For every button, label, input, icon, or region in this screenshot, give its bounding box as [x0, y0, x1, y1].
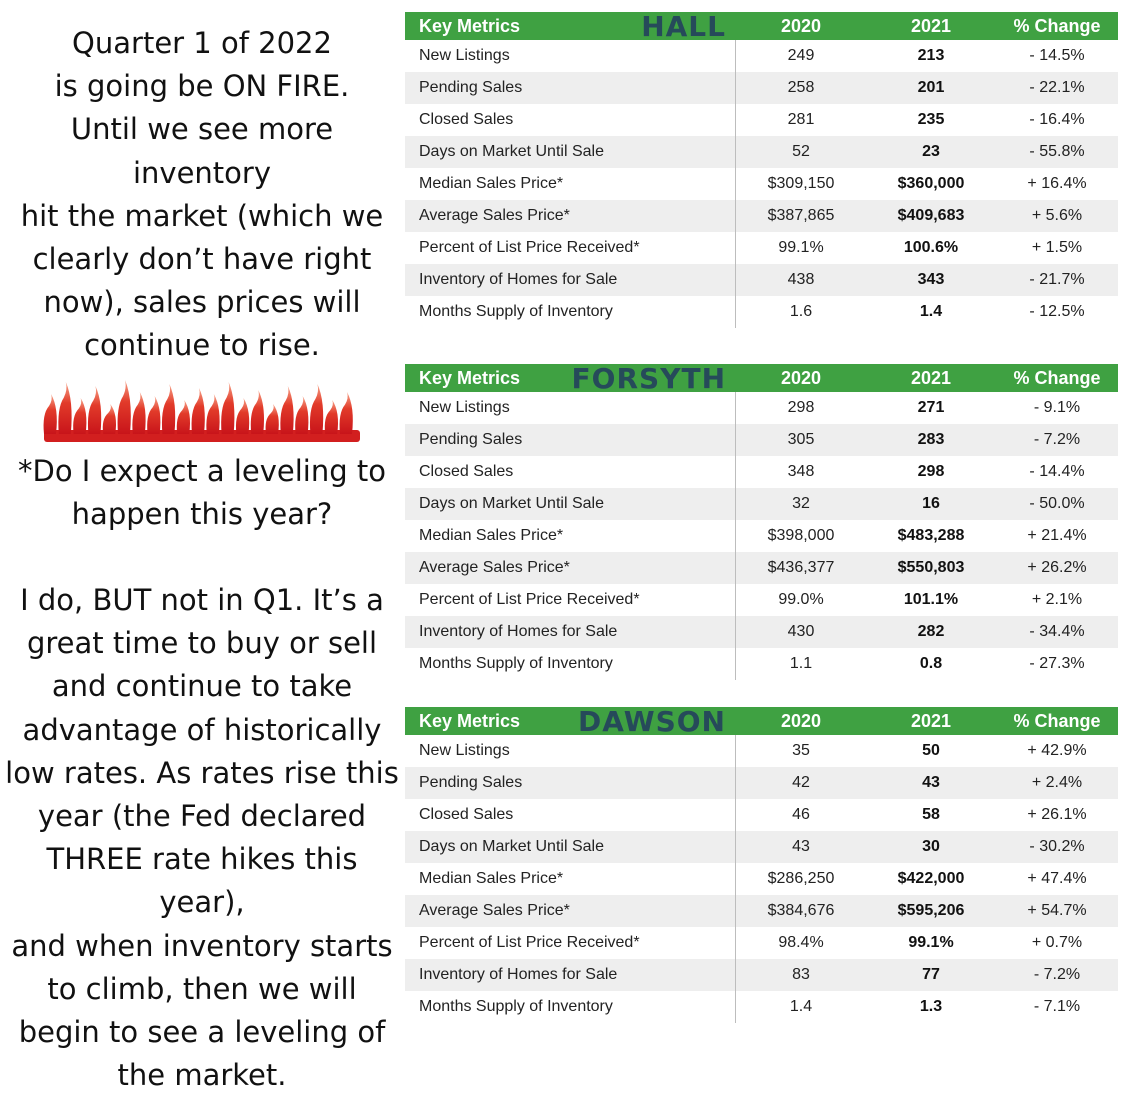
value-2021: 271 — [917, 399, 945, 416]
value-2021: 101.1% — [903, 591, 959, 608]
table-header — [405, 361, 1118, 395]
value-2020: $286,250 — [767, 870, 835, 887]
dawson-metrics-table — [405, 704, 1118, 1023]
metric-name: New Listings — [405, 392, 736, 424]
percent-change: + 26.2% — [1027, 559, 1087, 576]
value-2021: 283 — [917, 431, 945, 448]
table-row — [405, 927, 1118, 959]
flame-shape — [221, 382, 234, 434]
value-2021: 213 — [917, 47, 945, 64]
commentary-line: continue to rise. — [84, 328, 320, 363]
commentary-line: year (the Fed declared — [37, 799, 367, 834]
commentary-paragraph-2 — [0, 450, 404, 536]
hall-metrics-table — [405, 9, 1118, 328]
percent-change: + 21.4% — [1027, 527, 1087, 544]
metric-name: Median Sales Price* — [405, 520, 736, 552]
value-2020: 1.4 — [789, 998, 813, 1015]
value-2020: 43 — [792, 838, 810, 855]
value-2020: $309,150 — [767, 175, 835, 192]
value-2021: 201 — [917, 79, 945, 96]
table-row — [405, 264, 1118, 296]
percent-change: + 2.1% — [1031, 591, 1083, 608]
forsyth-metrics-table — [405, 361, 1118, 680]
percent-change: - 16.4% — [1029, 111, 1085, 128]
value-2021: 58 — [922, 806, 940, 823]
percent-change: - 12.5% — [1029, 303, 1085, 320]
header-2021: 2021 — [910, 367, 952, 388]
percent-change: - 22.1% — [1029, 79, 1085, 96]
header-label: Key Metrics — [419, 710, 521, 731]
value-2020: 52 — [792, 143, 810, 160]
metric-name: Percent of List Price Received* — [405, 232, 736, 264]
commentary-paragraph-3 — [0, 579, 404, 1097]
table-row — [405, 735, 1118, 767]
flame-shape — [266, 404, 279, 434]
commentary-line: *Do I expect a leveling to — [18, 453, 386, 488]
value-2020: 430 — [787, 623, 815, 640]
metric-name: Days on Market Until Sale — [405, 831, 736, 863]
value-2020: 258 — [787, 79, 815, 96]
value-2021: 30 — [922, 838, 940, 855]
percent-change: + 42.9% — [1027, 742, 1087, 759]
table-row — [405, 168, 1118, 200]
county-name: DAWSON — [578, 704, 726, 738]
header-2021: 2021 — [910, 15, 952, 36]
value-2020: 305 — [787, 431, 815, 448]
commentary-line: I do, BUT not in Q1. It’s a — [20, 583, 384, 618]
table-row — [405, 488, 1118, 520]
commentary-line: begin to see a leveling of — [18, 1015, 386, 1050]
flame-shape — [88, 386, 101, 434]
table-row — [405, 959, 1118, 991]
percent-change: + 54.7% — [1027, 902, 1087, 919]
table-row — [405, 456, 1118, 488]
value-2021: 343 — [917, 271, 945, 288]
metric-name: Average Sales Price* — [405, 200, 736, 232]
flame-shape — [132, 392, 145, 434]
table-row — [405, 831, 1118, 863]
metric-name: Closed Sales — [405, 104, 736, 136]
table-row — [405, 799, 1118, 831]
metric-name: Inventory of Homes for Sale — [405, 616, 736, 648]
commentary-line: and continue to take — [51, 669, 353, 704]
table-row — [405, 552, 1118, 584]
metric-name: Percent of List Price Received* — [405, 927, 736, 959]
percent-change: - 30.2% — [1029, 838, 1085, 855]
table-row — [405, 863, 1118, 895]
county-name: FORSYTH — [571, 361, 726, 395]
flame-shape — [162, 384, 175, 434]
metric-name: Average Sales Price* — [405, 895, 736, 927]
commentary-line: clearly don’t have right — [32, 242, 372, 277]
commentary-line: is going be ON FIRE. — [54, 69, 350, 104]
flame-shape — [147, 396, 160, 434]
value-2021: 235 — [917, 111, 945, 128]
table-row — [405, 232, 1118, 264]
percent-change: + 0.7% — [1031, 934, 1083, 951]
value-2020: 1.1 — [789, 655, 813, 672]
percent-change: - 7.2% — [1033, 431, 1081, 448]
value-2020: 281 — [787, 111, 815, 128]
metric-name: Days on Market Until Sale — [405, 488, 736, 520]
value-2020: 1.6 — [789, 303, 813, 320]
header-percent-change: % Change — [1013, 710, 1101, 731]
table-header — [405, 9, 1118, 43]
value-2020: $436,377 — [767, 559, 835, 576]
value-2021: $595,206 — [897, 902, 965, 919]
flame-shape — [310, 384, 323, 434]
percent-change: - 50.0% — [1029, 495, 1085, 512]
value-2020: 46 — [792, 806, 810, 823]
flame-shape — [280, 386, 293, 434]
percent-change: - 34.4% — [1029, 623, 1085, 640]
metric-name: Days on Market Until Sale — [405, 136, 736, 168]
value-2021: $360,000 — [897, 175, 965, 192]
flame-shape — [58, 382, 71, 434]
flame-shape — [340, 392, 353, 434]
value-2020: 438 — [787, 271, 815, 288]
percent-change: - 55.8% — [1029, 143, 1085, 160]
table-header — [405, 704, 1118, 738]
value-2020: $384,676 — [767, 902, 835, 919]
table-body — [405, 735, 1118, 1023]
commentary-line: to climb, then we will — [47, 971, 357, 1006]
metric-name: Pending Sales — [405, 767, 736, 799]
table-row — [405, 895, 1118, 927]
value-2021: 43 — [922, 774, 940, 791]
table-row — [405, 520, 1118, 552]
metric-name: Pending Sales — [405, 72, 736, 104]
header-2020: 2020 — [780, 710, 822, 731]
percent-change: - 27.3% — [1029, 655, 1085, 672]
commentary-line: Until we see more inventory — [70, 112, 334, 190]
flame-shape — [295, 396, 308, 434]
table-row — [405, 200, 1118, 232]
value-2020: 249 — [787, 47, 815, 64]
table-row — [405, 136, 1118, 168]
flame-shape — [192, 388, 205, 434]
table-row — [405, 767, 1118, 799]
value-2021: 99.1% — [908, 934, 954, 951]
flame-shape — [103, 404, 116, 434]
percent-change: + 5.6% — [1031, 207, 1083, 224]
percent-change: - 14.4% — [1029, 463, 1085, 480]
table-body — [405, 392, 1118, 680]
flame-shape — [251, 390, 264, 434]
percent-change: - 9.1% — [1033, 399, 1081, 416]
percent-change: - 7.1% — [1033, 998, 1081, 1015]
value-2021: 16 — [922, 495, 940, 512]
header-2020: 2020 — [780, 367, 822, 388]
header-percent-change: % Change — [1013, 367, 1101, 388]
header-2020: 2020 — [780, 15, 822, 36]
header-percent-change: % Change — [1013, 15, 1101, 36]
metric-name: Closed Sales — [405, 456, 736, 488]
commentary-line: Quarter 1 of 2022 — [72, 26, 332, 60]
value-2020: 42 — [792, 774, 810, 791]
value-2021: 0.8 — [919, 655, 943, 672]
commentary-line: and when inventory starts — [11, 928, 393, 963]
percent-change: + 16.4% — [1027, 175, 1087, 192]
table-row — [405, 991, 1118, 1023]
header-key-metrics — [405, 9, 736, 43]
metric-name: Months Supply of Inventory — [405, 648, 736, 680]
flame-shape — [118, 380, 131, 434]
commentary-panel — [0, 22, 404, 1097]
table-row — [405, 40, 1118, 72]
commentary-line: now), sales prices will — [43, 285, 361, 320]
metric-name: Closed Sales — [405, 799, 736, 831]
percent-change: - 7.2% — [1033, 966, 1081, 983]
value-2020: $398,000 — [767, 527, 835, 544]
metric-name: Percent of List Price Received* — [405, 584, 736, 616]
flame-shape — [236, 398, 249, 434]
value-2021: 77 — [922, 966, 940, 983]
table-row — [405, 72, 1118, 104]
county-name: HALL — [641, 9, 726, 43]
table-row — [405, 584, 1118, 616]
percent-change: - 21.7% — [1029, 271, 1085, 288]
fire-flames-icon — [42, 374, 362, 444]
metric-name: Pending Sales — [405, 424, 736, 456]
metric-name: Inventory of Homes for Sale — [405, 264, 736, 296]
value-2021: $483,288 — [897, 527, 965, 544]
value-2021: 282 — [917, 623, 945, 640]
commentary-paragraph-1 — [0, 22, 404, 368]
value-2020: 99.1% — [778, 239, 824, 256]
table-row — [405, 296, 1118, 328]
header-key-metrics — [405, 704, 736, 738]
metric-name: New Listings — [405, 735, 736, 767]
metric-name: Median Sales Price* — [405, 863, 736, 895]
value-2020: $387,865 — [767, 207, 835, 224]
value-2021: 23 — [922, 143, 940, 160]
table-row — [405, 648, 1118, 680]
table-row — [405, 392, 1118, 424]
value-2020: 35 — [792, 742, 810, 759]
flame-shape — [325, 400, 338, 434]
value-2021: 100.6% — [903, 239, 959, 256]
value-2021: $422,000 — [897, 870, 965, 887]
header-label: Key Metrics — [419, 367, 521, 388]
flame-shape — [44, 394, 57, 434]
value-2020: 83 — [792, 966, 810, 983]
percent-change: + 2.4% — [1031, 774, 1083, 791]
value-2020: 98.4% — [778, 934, 824, 951]
value-2021: 50 — [922, 742, 940, 759]
commentary-line: low rates. As rates rise this — [5, 755, 399, 790]
table-row — [405, 616, 1118, 648]
value-2021: 298 — [917, 463, 945, 480]
value-2020: 348 — [787, 463, 815, 480]
value-2021: 1.3 — [919, 998, 943, 1015]
percent-change: + 1.5% — [1031, 239, 1083, 256]
commentary-line: advantage of historically — [22, 712, 382, 747]
metric-name: Months Supply of Inventory — [405, 991, 736, 1023]
flame-shape — [206, 394, 219, 434]
value-2020: 32 — [792, 495, 810, 512]
percent-change: + 26.1% — [1027, 806, 1087, 823]
table-body — [405, 40, 1118, 328]
metric-name: New Listings — [405, 40, 736, 72]
value-2021: 1.4 — [919, 303, 943, 320]
header-key-metrics — [405, 361, 736, 395]
table-row — [405, 104, 1118, 136]
metric-name: Median Sales Price* — [405, 168, 736, 200]
flame-shape — [177, 400, 190, 434]
commentary-line: the market. — [117, 1058, 287, 1093]
header-label: Key Metrics — [419, 15, 521, 36]
table-row — [405, 424, 1118, 456]
metric-name: Inventory of Homes for Sale — [405, 959, 736, 991]
percent-change: + 47.4% — [1027, 870, 1087, 887]
commentary-line: THREE rate hikes this year), — [46, 842, 358, 920]
metric-name: Average Sales Price* — [405, 552, 736, 584]
commentary-line: happen this year? — [71, 496, 333, 531]
value-2021: $550,803 — [897, 559, 965, 576]
commentary-line: hit the market (which we — [20, 198, 384, 233]
commentary-line: great time to buy or sell — [26, 626, 378, 661]
value-2020: 99.0% — [778, 591, 824, 608]
value-2021: $409,683 — [897, 207, 965, 224]
header-2021: 2021 — [910, 710, 952, 731]
metric-name: Months Supply of Inventory — [405, 296, 736, 328]
percent-change: - 14.5% — [1029, 47, 1085, 64]
value-2020: 298 — [787, 399, 815, 416]
flame-shape — [73, 398, 86, 434]
